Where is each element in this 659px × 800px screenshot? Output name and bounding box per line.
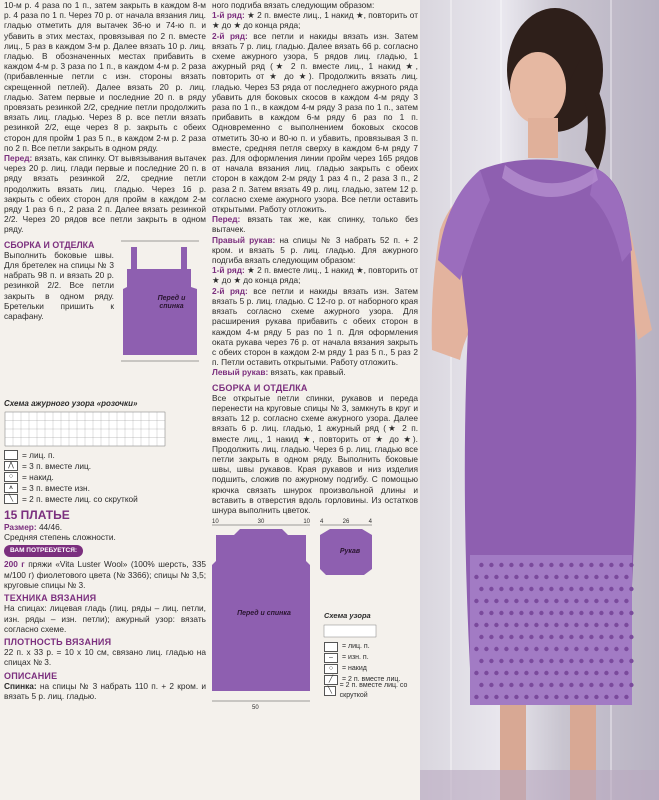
right-sleeve-text: на спицы № 3 набрать 52 п. + 2 кром. и вязать 5 р. лиц. гладью. Для ажурного подгиба вязать следующим образом: <box>212 234 418 266</box>
front-text: вязать, как спинку. От вывязывания вытачек через 20 р. лиц. глади первые и последние 20 п. в ряду вязать резинкой 2/2, средние петли продолжить вязать лиц. гладью. Через 16 р. закрыть с обеих сторон для пройм в каждом 2-м ряду 1 раз 6 п., 2 раза 2 п. Далее вязать резинкой 2/2. Через 20 рядов все петли закрыть в одном ряду. <box>4 153 206 235</box>
legend-item <box>324 652 418 663</box>
sundress-label: Перед и спинка <box>157 294 186 310</box>
legend-text: = изн. п. <box>342 653 369 661</box>
row-2-text: все петли и накиды вязать изн. Затем вязать 7 р. лиц. гладью. Далее вязать 66 р. согласно схеме ажурного узора, 5 рядов лиц. гладью, 1 ажурный ряд (★ 2 п. вместе лиц., 1 накид ★, повторить от ★ до ★). Продолжить вязать лиц. гладью. Через 53 ряда от последнего ажурного ряда убавить для боковых скосов в каждом 4-м ряду 3 раза по 1 п., в каждом 4-м ряду 3 раза по 1 п., затем прибавить в каждом 6-м ряду 6 раз по 1 п. Одновременно с выполнением боковых скосов отметить 30-ю и 80-ю п. и убавить, провязывая 3 п. вместе, средняя петля сверху в каждом 6-м ряду 7 раз. Для оформления линии пройм через 165 рядов от начала вязания лиц. гладью закрыть с обеих сторон в каждом 2-м ряду 1 раз 4 п., 2 раза 3 п., 2 раза 2 п. Затем вязать 49 р. лиц. гладью, затем 12 р. согласно схеме ажурного узора. Все петли оставить открытыми. Работу отложить. <box>212 30 418 215</box>
legend-item <box>4 450 206 461</box>
dress-bottom-dim: 50 <box>252 705 259 712</box>
assembly-text: Выполнить боковые швы. Для бретелек на спицы № 3 набрать 98 п. и вязать 20 р. резинкой 2/2. Все петли закрыть в одном ряду. Бретельки пришить к сарафану. <box>4 249 114 322</box>
dress-title: 15 ПЛАТЬЕ <box>4 507 70 522</box>
front-label: Перед: <box>4 153 33 164</box>
row-1 <box>212 10 418 30</box>
sleeve-row-1-label: 1-й ряд: <box>212 265 245 276</box>
legend-text: = 2 п. вместе лиц. со скруткой <box>339 681 408 699</box>
row-2 <box>212 31 418 215</box>
dim-label: 10 <box>212 519 219 526</box>
materials-badge: ВАМ ПОТРЕБУЕТСЯ: <box>4 545 83 557</box>
left-text-column <box>4 0 206 800</box>
back-start-text: на спицы № 3 набрать 110 п. + 2 кром. и вязать 5 р. лиц. гладью. <box>4 680 206 701</box>
description-text <box>4 681 206 701</box>
density-text: 22 п. x 33 р. = 10 x 10 см, связано лиц. гладью на спицах № 3. <box>4 647 206 668</box>
legend-item <box>324 663 418 674</box>
sleeve-row-2 <box>212 286 418 368</box>
dim-label: 4 <box>320 519 324 526</box>
legend-text: = накид <box>342 664 367 672</box>
dress-assembly-text: Все открытые петли спинки, рукавов и переда перенести на круговые спицы № 3, замкнуть в круг и вязать 12 р. согласно схеме ажурного узора. Далее вязать 6 р. лиц. гладью, 1 ажурный ряд (★ 2 п. вместе лиц., 1 накид ★, повторить от ★ до ★). Продолжить лиц. гладью. Через 6 р. лиц. гладью все петли закрыть в одном ряду. Выполнить боковые швы, швы рукавов. Края рукавов и низ изделия подшить, сложив по ажурному подгибу. С помощью крючка связать шнурок произвольной длины и вставить в отверстия вдоль горловины. Из остатков шнура выполнить цветок. <box>212 392 418 515</box>
technique-title: ТЕХНИКА ВЯЗАНИЯ <box>4 593 97 604</box>
rose-lace-chart <box>4 411 204 447</box>
dim-label: 26 <box>342 519 350 526</box>
sleeve-row-2-text: все петли и накиды вязать изн. Затем вязать 5 р. лиц. гладью. С 12-го р. от наборного края вязать согласно схеме ажурного узора. Для расширения рукава прибавить с обеих сторон в каждом 4-м ряду 5 раз по 1 п. Для оформления оката рукава через 76 р. от начала вязания закрыть с обеих сторон в каждом 2-м ряду 1 раз 5 п., 5 раз 2 п. Петли оставить открытыми. Работу отложить. <box>212 285 418 368</box>
density-title: ПЛОТНОСТЬ ВЯЗАНИЯ <box>4 636 112 647</box>
front-dress <box>212 214 418 234</box>
right-sleeve-label: Правый рукав: <box>212 234 276 245</box>
materials-text: пряжи «Vita Luster Wool» (100% шерсть, 335 м/100 г) фиолетового цвета (№ 3366); спицы № 3,5; круговые спицы № 3. <box>4 559 206 590</box>
dress-pattern-area <box>212 521 418 721</box>
dim-label: 10 <box>303 519 310 526</box>
legend-text: = 3 п. вместе изн. <box>22 483 90 494</box>
yarn-over-icon: ○ <box>4 472 18 482</box>
knit-stitch-icon <box>4 450 18 460</box>
legend-item <box>4 494 206 505</box>
legend-item <box>4 483 206 494</box>
size-value: 44/46. <box>36 521 63 532</box>
yarn-over-icon: ○ <box>324 664 338 674</box>
materials <box>4 559 206 590</box>
legend-text: = 2 п. вместе лиц. <box>342 675 401 683</box>
legend-text: = 2 п. вместе лиц. со скруткой <box>22 494 138 505</box>
size-label: Размер: <box>4 521 37 532</box>
ssk-icon: ╲ <box>324 686 336 696</box>
knit-stitch-icon <box>324 642 338 652</box>
front-dress-label: Перед: <box>212 214 241 225</box>
middle-text-column <box>212 0 418 800</box>
legend-item <box>4 461 206 472</box>
assembly-title: СБОРКА И ОТДЕЛКА <box>4 239 95 250</box>
dress-assembly-title: СБОРКА И ОТДЕЛКА <box>212 382 308 393</box>
sleeve-piece-label: Рукав <box>339 548 361 556</box>
description-title: ОПИСАНИЕ <box>4 670 58 681</box>
right-sleeve <box>212 235 418 266</box>
back-instructions: 10-м р. 4 раза по 1 п., затем закрыть в каждом 8-м р. 4 раза по 1 п. Через 70 р. от начала вязания лиц. гладью отметить для вытачек 36-ю и 74-ю п. и убавить в этих местах, провязывая по 2 п. вместе лиц., 5 раз в каждом 3-м р. Далее вязать 10 р. лиц. гладью. В обозначенных местах прибавить в каждом 4-м р. 3 раза по 1 п., в каждом 4-м р. 2 раза (прибавленные петли с изн. стороны вязать скрещенной петлей). Далее вязать 20 р. лиц. гладью. Затем первые и последние 20 п. в ряду провязать резинкой 2/2, средние петли продолжить вязать лиц. гладью. Через 8 р. все петли вязать резинкой 2/2, еще через 8 р. закрыть с обеих сторон для пройм 1 раз 5 п., в каждом 2-м р. 2 раза по 2 п. Все петли закрыть в одном ряду. <box>4 0 206 153</box>
row-2-label: 2-й ряд: <box>212 30 248 41</box>
technique-text: На спицах: лицевая гладь (лиц. ряды – лиц. петли, изн. ряды – изн. петли); ажурный узор: вязать согласно схеме. <box>4 603 206 634</box>
rose-legend <box>4 450 206 505</box>
legend-text: = 3 п. вместе лиц. <box>22 461 92 472</box>
row-1-label: 1-й ряд: <box>212 10 245 21</box>
rose-scheme-title: Схема ажурного узора «розочки» <box>4 398 138 408</box>
difficulty: Средняя степень сложности. <box>4 532 116 543</box>
dim-label: 30 <box>257 519 265 526</box>
legend-item <box>324 681 418 699</box>
p3tog-icon: ⩚ <box>4 483 18 493</box>
size-line <box>4 522 206 532</box>
ssk-icon: ╲ <box>4 494 18 504</box>
sundress-pattern-area <box>4 237 206 397</box>
materials-amount: 200 г <box>4 559 25 570</box>
pattern-scheme-title: Схема узора <box>324 611 371 621</box>
sleeve-top-dims <box>320 517 372 527</box>
sleeve-row-1 <box>212 265 418 285</box>
legend-item <box>324 641 418 652</box>
hem-intro: ного подгиба вязать следующим образом: <box>212 0 375 10</box>
dress-top-dims <box>212 517 310 527</box>
sleeve-row-2-label: 2-й ряд: <box>212 285 248 296</box>
left-sleeve-label: Левый рукав: <box>212 367 269 378</box>
k3tog-icon: ⋀ <box>4 461 18 471</box>
purl-stitch-icon: – <box>324 653 338 663</box>
legend-text: = лиц. п. <box>22 450 55 461</box>
legend-item <box>4 472 206 483</box>
pattern-legend <box>324 641 418 699</box>
model-figure <box>420 0 659 800</box>
legend-text: = лиц. п. <box>342 642 370 650</box>
dim-label: 4 <box>368 519 372 526</box>
row-1-text: ★ 2 п. вместе лиц., 1 накид ★, повторить от ★ до ★ до конца ряда; <box>212 10 418 31</box>
legend-text: = накид. <box>22 472 54 483</box>
model-photo <box>420 0 659 800</box>
assembly-block <box>4 237 114 322</box>
front-dress-text: вязать так же, как спинку, только без вытачек. <box>212 214 418 235</box>
back-label: Спинка: <box>4 680 37 691</box>
sleeve-row-1-text: ★ 2 п. вместе лиц., 1 накид ★, повторить от ★ до ★ до конца ряда; <box>212 265 418 286</box>
k2tog-icon: ╱ <box>324 675 338 685</box>
front-instructions <box>4 153 206 235</box>
dress-piece-label: Перед и спинка <box>237 610 291 618</box>
left-sleeve <box>212 367 418 377</box>
left-sleeve-text: вязать, как правый. <box>268 367 346 378</box>
